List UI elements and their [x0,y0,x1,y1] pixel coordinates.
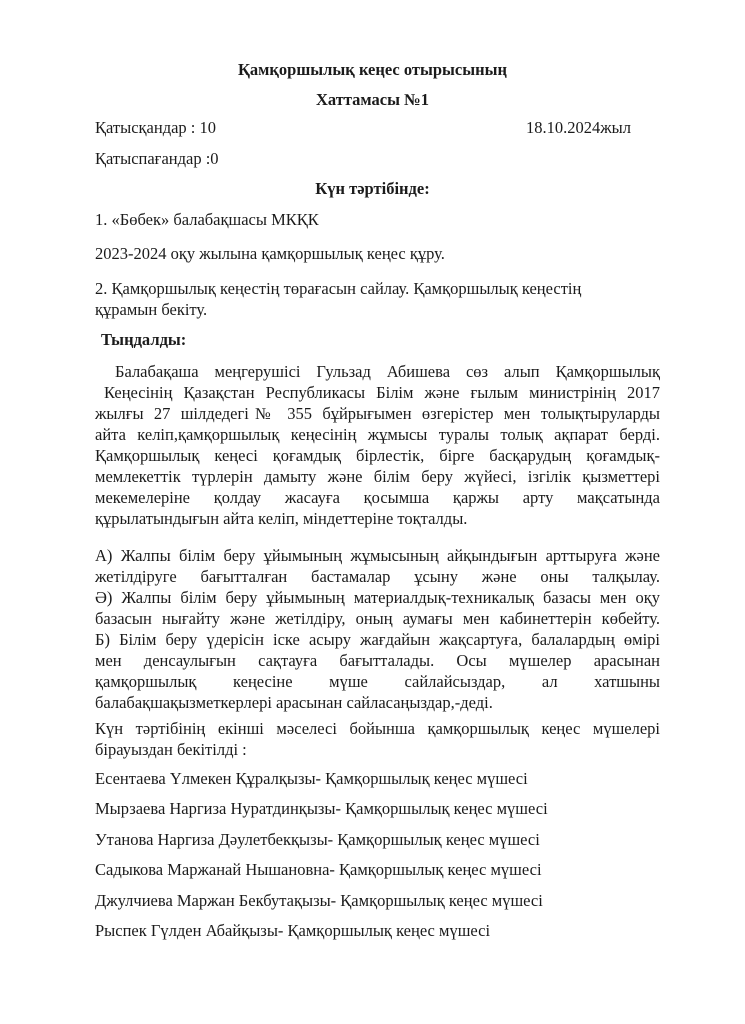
paragraph-1-line: айта келіп,қамқоршылық кеңесінің жұмысы туралы толық ақпарат берді. [95,425,660,444]
agenda-item-2-line-1: 2. Қамқоршылық кеңестің төрағасын сайлау. Қамқоршылық кеңестің [95,279,582,298]
member-item: Рыспек Гүлден Абайқызы- Қамқоршылық кеңес мүшесі [95,921,491,940]
paragraph-1-line: құрылатындығын айта келіп, міндеттеріне тоқталды. [95,509,468,528]
member-item: Есентаева Үлмекен Құралқызы- Қамқоршылық кеңес мүшесі [95,769,528,788]
paragraph-2-line: базасын нығайту және жетілдіру, оның аумағы мен кабинеттерін көбейту. [95,609,660,628]
paragraph-1-line: Кеңесінің Қазақстан Республикасы Білім және ғылым министрінің 2017 [104,383,660,402]
agenda-heading: Күн тәртібінде: [315,179,430,198]
member-item: Садыкова Маржанай Нышановна- Қамқоршылық кеңес мүшесі [95,860,542,879]
attendees-count: Қатысқандар : 10 [95,118,216,137]
agenda-item-1-continuation: 2023-2024 оқу жылына қамқоршылық кеңес құру. [95,244,445,263]
protocol-number: Хаттамасы №1 [316,90,429,109]
member-item: Мырзаева Наргиза Нуратдинқызы- Қамқоршылық кеңес мүшесі [95,799,548,818]
member-item: Утанова Наргиза Дәулетбекқызы- Қамқоршылық кеңес мүшесі [95,830,540,849]
paragraph-1-line: Қамқоршылық кеңесі қоғамдық бірлестік, бірге басқарудың қоғамдық- [95,446,660,465]
paragraph-1-line: мемлекеттік түрлерін дамыту және білім беру жүйесі, ізгілік қызметтері [95,467,660,486]
paragraph-3-line: Күн тәртібінің екінші мәселесі бойынша қамқоршылық кеңес мүшелері [95,719,660,738]
listened-heading: Тыңдалды: [101,330,187,349]
paragraph-2-line: балабақшақызметкерлері арасынан сайласаңыздар,-деді. [95,693,493,712]
paragraph-2-line: жетілдіруге бағытталған бастамалар ұсыну және оны талқылау. [95,567,660,586]
paragraph-3-line: бірауыздан бекітілді : [95,740,247,759]
paragraph-2-line: Б) Білім беру үдерісін іске асыру жағдайын жақсартуға, балалардың өмірі [95,630,660,649]
meeting-date: 18.10.2024жыл [526,118,631,137]
paragraph-1-line: жылғы 27 шілдедегі№ 355 бұйрығымен өзгерістер мен толықтыруларды [95,404,660,423]
document-title: Қамқоршылық кеңес отырысының [237,60,508,79]
paragraph-2-line: Ә) Жалпы білім беру ұйымының материалдық-техникалық базасы мен оқу [95,588,660,607]
agenda-item-2-line-2: құрамын бекіту. [95,300,208,319]
absent-count: Қатыспағандар :0 [95,149,219,168]
member-item: Джулчиева Маржан Бекбутақызы- Қамқоршылық кеңес мүшесі [95,891,543,910]
paragraph-2-line: мен денсаулығын сақтауға бағытталады. Осы мүшелер арасынан [95,651,660,670]
paragraph-2-line: қамқоршылық кеңесіне мүше сайлайсыздар, ал хатшыны [95,672,660,691]
paragraph-1-line: мекемелеріне қолдау жасауға қосымша қаржы арту мақсатында [95,488,660,507]
paragraph-2-line: А) Жалпы білім беру ұйымының жұмысының айқындығын арттыруға және [95,546,660,565]
paragraph-1-line: Балабақаша меңгерушісі Гульзад Абишева сөз алып Қамқоршылық [115,362,660,381]
agenda-item-1: 1. «Бөбек» балабақшасы МКҚК [95,210,319,229]
